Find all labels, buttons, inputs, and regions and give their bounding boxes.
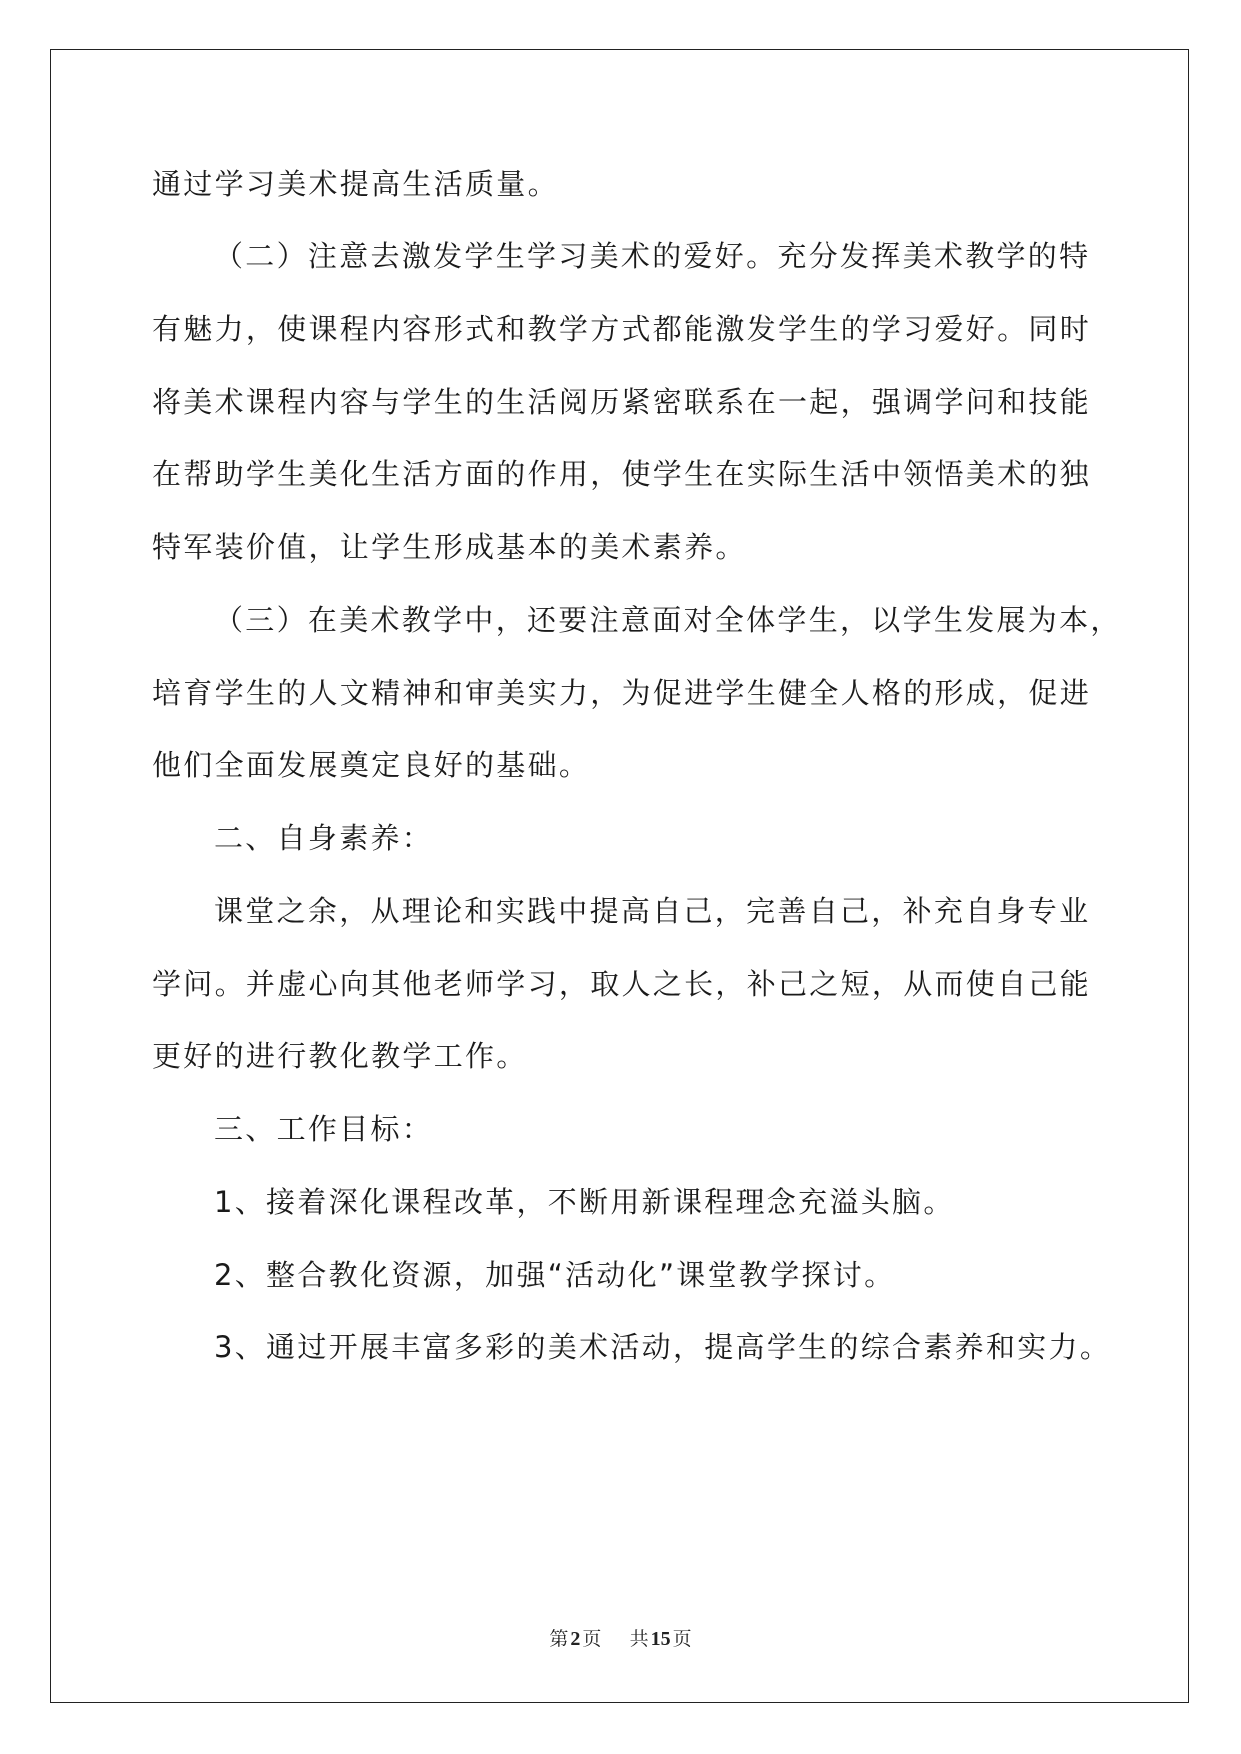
list-item: 2、整合教化资源，加强“活动化”课堂教学探讨。 xyxy=(214,1258,896,1292)
text-line: 通过学习美术提高生活质量。 xyxy=(152,167,559,201)
list-item: 1、接着深化课程改革，不断用新课程理念充溢头脑。 xyxy=(214,1185,955,1219)
total-pages: 15 xyxy=(650,1628,671,1650)
page-suffix: 页 xyxy=(582,1628,602,1650)
page-prefix: 第 xyxy=(549,1628,569,1650)
text-line: 将美术课程内容与学生的生活阅历紧密联系在一起，强调学问和技能 xyxy=(152,385,1092,419)
text-line: 学问。并虚心向其他老师学习，取人之长，补己之短，从而使自己能 xyxy=(152,967,1092,1001)
total-prefix: 共 xyxy=(629,1628,649,1650)
text-line: 有魅力，使课程内容形式和教学方式都能激发学生的学习爱好。同时 xyxy=(152,312,1092,346)
page-footer xyxy=(0,1624,1241,1651)
text-line: 培育学生的人文精神和审美实力，为促进学生健全人格的形成，促进 xyxy=(152,676,1092,710)
total-suffix: 页 xyxy=(672,1628,692,1650)
page-border xyxy=(50,49,1189,1703)
paragraph-heading: （三）在美术教学中，还要注意面对全体学生，以学生发展为本， xyxy=(214,603,1122,637)
paragraph-heading: （二）注意去激发学生学习美术的爱好。充分发挥美术教学的特 xyxy=(214,239,1091,273)
text-line: 特军装价值，让学生形成基本的美术素养。 xyxy=(152,530,747,564)
section-heading: 二、自身素养： xyxy=(214,821,434,855)
text-line: 他们全面发展奠定良好的基础。 xyxy=(152,748,591,782)
list-item: 3、通过开展丰富多彩的美术活动，提高学生的综合素养和实力。 xyxy=(214,1330,1112,1364)
page-number: 2 xyxy=(570,1628,581,1650)
text-line: 在帮助学生美化生活方面的作用，使学生在实际生活中领悟美术的独 xyxy=(152,457,1092,491)
text-line: 更好的进行教化教学工作。 xyxy=(152,1039,528,1073)
section-heading: 三、工作目标： xyxy=(214,1112,434,1146)
text-line: 课堂之余，从理论和实践中提高自己，完善自己，补充自身专业 xyxy=(214,894,1091,928)
